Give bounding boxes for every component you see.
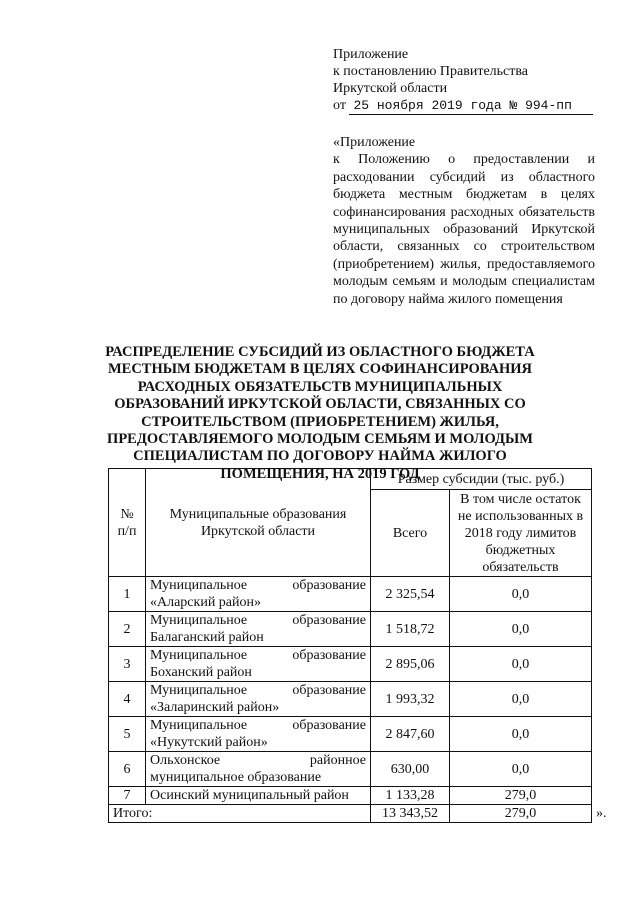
table-row [109, 717, 592, 752]
table-row [109, 752, 592, 787]
row-total: 1 993,32 [371, 682, 450, 717]
subsidy-table [108, 468, 592, 823]
decree-value: 25 ноября 2019 года № 994-пп [349, 97, 593, 115]
header-size: Размер субсидии (тыс. руб.) [371, 469, 592, 490]
row-name: Муниципальное образование «Нукутский район» [146, 717, 371, 752]
table-row [109, 682, 592, 717]
row-num: 5 [109, 717, 146, 752]
row-rest: 279,0 [450, 787, 592, 805]
row-num: 1 [109, 577, 146, 612]
quote-block [333, 134, 595, 308]
row-num: 7 [109, 787, 146, 805]
row-name: Муниципальное образование «Заларинский район» [146, 682, 371, 717]
row-rest: 0,0 [450, 717, 592, 752]
row-name: Осинский муниципальный район [146, 787, 371, 805]
table-row [109, 612, 592, 647]
row-num: 6 [109, 752, 146, 787]
row-rest: 0,0 [450, 612, 592, 647]
row-total: 2 847,60 [371, 717, 450, 752]
row-total: 1 518,72 [371, 612, 450, 647]
quote-body: к Положению о предоставлении и расходовании субсидий из областного бюджета местным бюджетам в целях софинансирования расходных обязательств муниципальных образований Иркутской области, связанных со строительством (приобретением) жилья, предоставляемого молодым семьям и молодым специалистам по договору найма жилого помещения [333, 152, 595, 307]
table-row [109, 577, 592, 612]
row-num: 2 [109, 612, 146, 647]
table-row [109, 647, 592, 682]
row-total: 1 133,28 [371, 787, 450, 805]
total-sum: 13 343,52 [371, 805, 450, 823]
row-rest: 0,0 [450, 752, 592, 787]
decree-line [333, 97, 595, 115]
decree-prefix: от [333, 98, 346, 113]
row-num: 3 [109, 647, 146, 682]
closing-quote: ». [596, 806, 607, 821]
row-total: 630,00 [371, 752, 450, 787]
table-header-row [109, 469, 592, 490]
row-name: Муниципальное образование «Аларский район» [146, 577, 371, 612]
row-rest: 0,0 [450, 577, 592, 612]
quote-heading: «Приложение [333, 135, 416, 150]
header-name: Муниципальные образования Иркутской области [146, 469, 371, 577]
document-title: РАСПРЕДЕЛЕНИЕ СУБСИДИЙ ИЗ ОБЛАСТНОГО БЮДЖЕТА МЕСТНЫМ БЮДЖЕТАМ В ЦЕЛЯХ СОФИНАНСИРОВАНИЯ РАСХОДНЫХ ОБЯЗАТЕЛЬСТВ МУНИЦИПАЛЬНЫХ ОБРАЗОВАНИЙ ИРКУТСКОЙ ОБЛАСТИ, СВЯЗАННЫХ СО СТРОИТЕЛЬСТВОМ (ПРИОБРЕТЕНИЕМ) ЖИЛЬЯ, ПРЕДОСТАВЛЯЕМОГО МОЛОДЫМ СЕМЬЯМ И МОЛОДЫМ СПЕЦИАЛИСТАМ ПО ДОГОВОРУ НАЙМА ЖИЛОГО ПОМЕЩЕНИЯ, НА 2019 ГОД [105, 344, 535, 482]
header-rest: В том числе остаток не использованных в 2018 году лимитов бюджетных обязательств [450, 490, 592, 577]
annex-line-2: к постановлению Правительства [333, 64, 529, 79]
row-total: 2 325,54 [371, 577, 450, 612]
table-row [109, 787, 592, 805]
row-total: 2 895,06 [371, 647, 450, 682]
row-rest: 0,0 [450, 682, 592, 717]
table-total-row [109, 805, 592, 823]
total-label: Итого: [109, 805, 371, 823]
row-name: Ольхонское районное муниципальное образование [146, 752, 371, 787]
header-num: № п/п [109, 469, 146, 577]
row-name: Муниципальное образование Балаганский район [146, 612, 371, 647]
row-name: Муниципальное образование Боханский район [146, 647, 371, 682]
annex-block [333, 46, 595, 115]
annex-line-1: Приложение [333, 47, 409, 62]
row-num: 4 [109, 682, 146, 717]
total-rest: 279,0 [450, 805, 592, 823]
annex-line-3: Иркутской области [333, 81, 448, 96]
row-rest: 0,0 [450, 647, 592, 682]
header-total: Всего [371, 490, 450, 577]
